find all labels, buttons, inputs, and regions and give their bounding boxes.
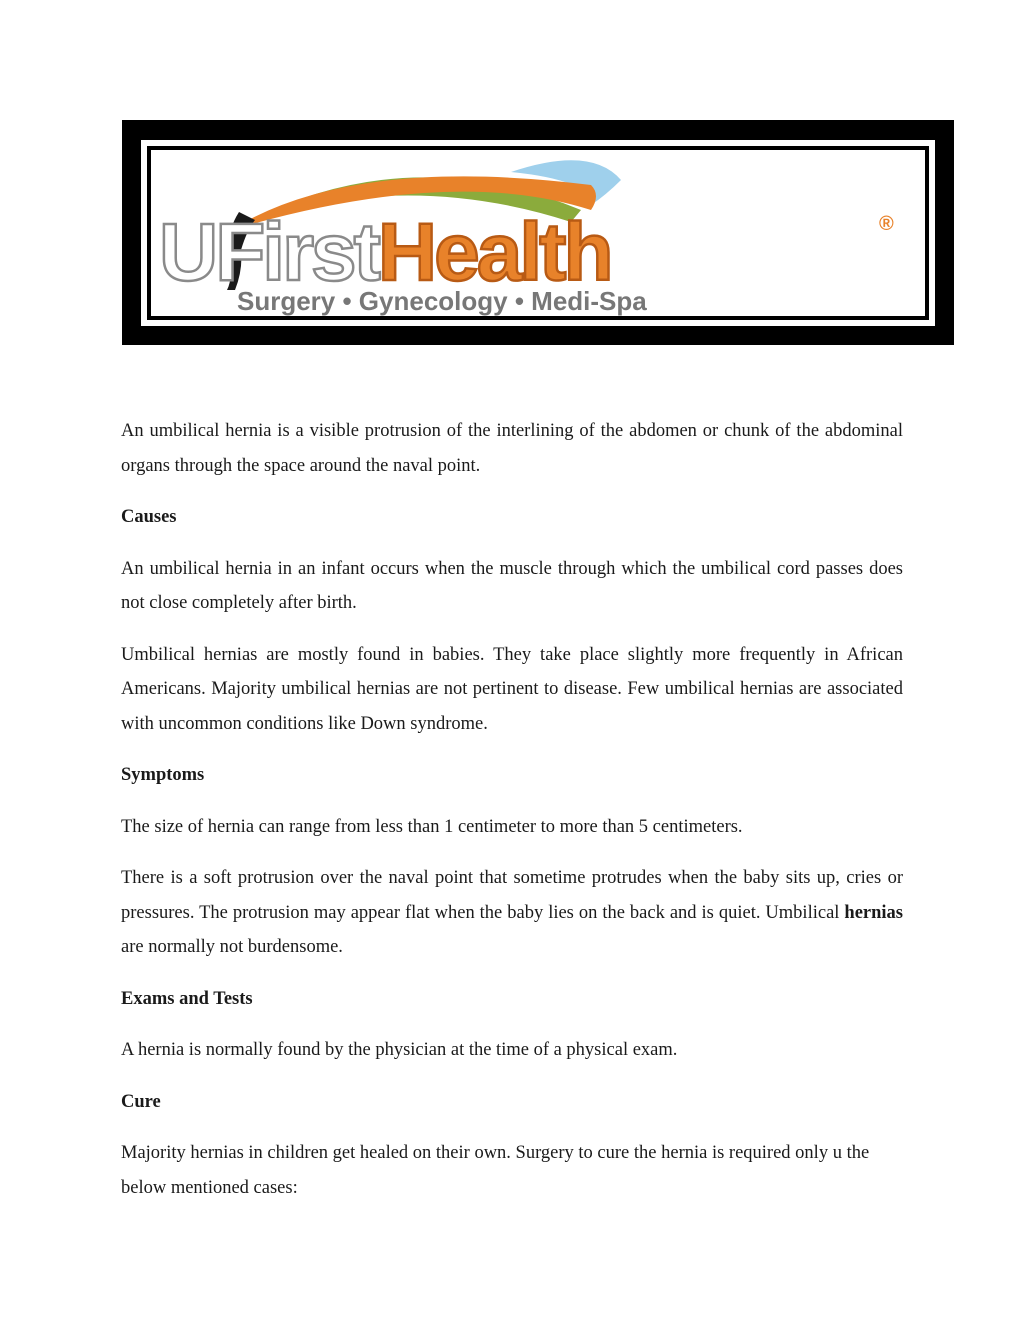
intro-paragraph: An umbilical hernia is a visible protrusion of the interlining of the abdomen or chunk of the abdominal organs through the space around the naval point. xyxy=(121,421,903,476)
symptoms-paragraph-2 xyxy=(121,861,903,965)
causes-paragraph-1: An umbilical hernia in an infant occurs when the muscle through which the umbilical cord passes does not close completely after birth. xyxy=(121,558,903,613)
ufirsthealth-logo xyxy=(151,150,925,316)
document-body xyxy=(121,414,903,1222)
logo-white-band xyxy=(141,140,935,326)
symptoms-p2-bold: hernias xyxy=(844,902,903,923)
exams-heading: Exams and Tests xyxy=(121,988,253,1009)
symptoms-p2-start: There is a soft protrusion over the naval point that sometime protrudes when the baby sits up, cries or pressures. The protrusion may appear flat when the baby lies on the back and is quiet. Umbilical xyxy=(121,868,903,923)
svg-text:UFirstHealth xyxy=(159,207,611,298)
symptoms-paragraph-1: The size of hernia can range from less than 1 centimeter to more than 5 centimeters. xyxy=(121,816,743,837)
logo-tagline: Surgery • Gynecology • Medi-Spa xyxy=(237,286,647,316)
causes-paragraph-2: Umbilical hernias are mostly found in babies. They take place slightly more frequently in African Americans. Majority umbilical hernias are not pertinent to disease. Few umbilical hernias are associated with uncommon conditions like Down syndrome. xyxy=(121,644,903,734)
logo-frame xyxy=(122,120,954,345)
causes-heading: Causes xyxy=(121,507,177,527)
logo-registered-mark: ® xyxy=(879,213,894,235)
symptoms-heading: Symptoms xyxy=(121,765,205,785)
cure-heading: Cure xyxy=(121,1091,161,1112)
logo-brand-suffix: Health xyxy=(377,207,611,298)
symptoms-p2-end: are normally not burdensome. xyxy=(121,937,343,957)
logo-brand-prefix: UFirst xyxy=(159,207,378,298)
logo-inner-border xyxy=(147,146,929,320)
cure-paragraph-1: Majority hernias in children get healed on their own. Surgery to cure the hernia is required only u the below mentioned cases: xyxy=(121,1143,870,1198)
exams-paragraph-1: A hernia is normally found by the physician at the time of a physical exam. xyxy=(121,1040,678,1060)
